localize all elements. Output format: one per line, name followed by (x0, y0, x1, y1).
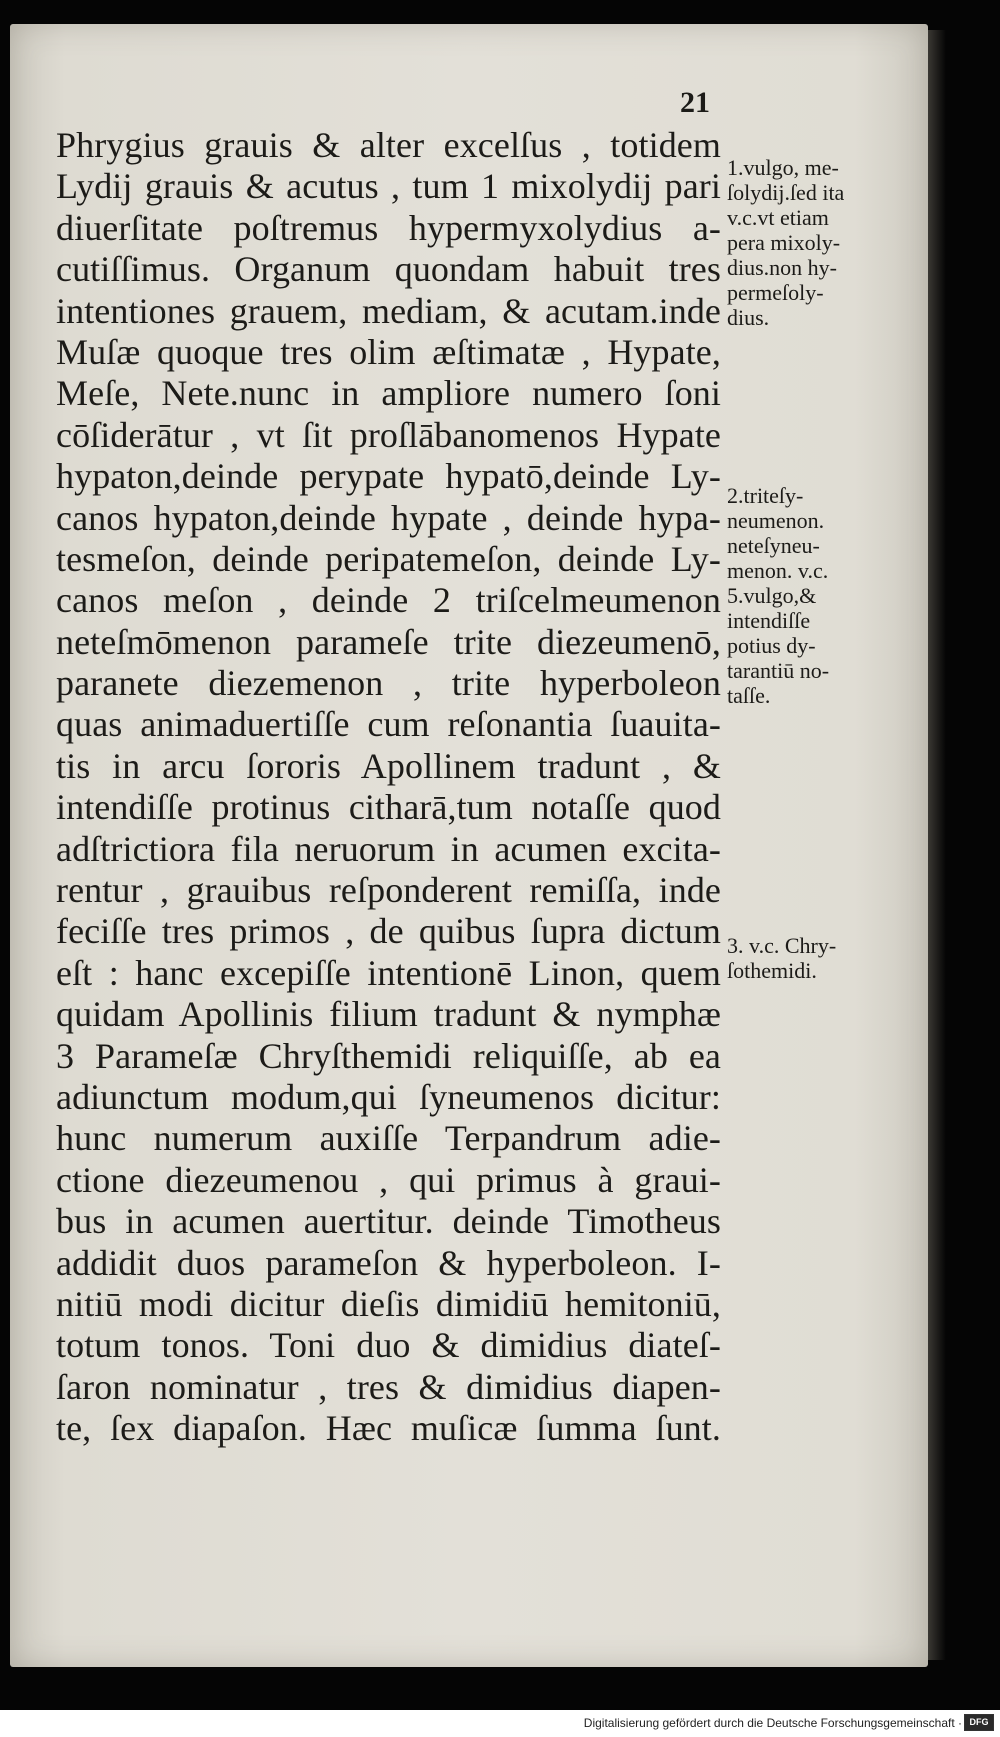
note-line: neteſyneu- (727, 533, 820, 558)
text-line: intentiones grauem, mediam, & acutam.inde (56, 290, 721, 331)
text-line: adiunctum modum,qui ſyneumenos dicitur: (56, 1076, 721, 1117)
text-line: tesmeſon, deinde peripatemeſon, deinde Ly- (56, 538, 721, 579)
note-line: v.c.vt etiam (727, 205, 829, 230)
note-line: 3. v.c. Chry- (727, 933, 837, 958)
text-line: Lydij grauis & acutus , tum 1 mixolydij pari (56, 166, 721, 207)
page-edge (928, 30, 946, 1660)
note-line: intendiſſe (727, 608, 811, 633)
text-line: cutiſſimus. Organum quondam habuit tres (56, 249, 721, 290)
dfg-logo: DFG (964, 1714, 994, 1731)
main-text-block (56, 125, 721, 1450)
text-line: Meſe, Nete.nunc in ampliore numero ſoni (56, 373, 721, 414)
text-line: canos meſon , deinde 2 triſcelmeumenon (56, 580, 721, 621)
text-line: hypaton,deinde perypate hypatō,deinde Ly- (56, 456, 721, 497)
page-number: 21 (680, 86, 710, 119)
marginal-note-2 (727, 483, 885, 708)
text-line: bus in acumen auertitur. deinde Timotheus (56, 1201, 721, 1242)
text-line: Muſæ quoque tres olim æſtimatæ , Hypate, (56, 331, 721, 372)
text-line: eſt : hanc excepiſſe intentionē Linon, quem (56, 952, 721, 993)
note-line: dius. (727, 305, 770, 330)
marginal-note-3 (727, 933, 885, 983)
text-line: paranete diezemenon , trite hyperboleon (56, 663, 721, 704)
text-line: adſtrictiora fila neruorum in acumen excita- (56, 828, 721, 869)
note-line: 1.vulgo, me- (727, 155, 839, 180)
note-line: ſolydij.ſed ita (727, 180, 845, 205)
text-line: totum tonos. Toni duo & dimidius diateſ- (56, 1325, 721, 1366)
text-line: ctione diezeumenou , qui primus à graui- (56, 1159, 721, 1200)
text-line: canos hypaton,deinde hypate , deinde hypa- (56, 497, 721, 538)
text-line: tis in arcu ſororis Apollinem tradunt , & (56, 745, 721, 786)
text-line: quidam Apollinis filium tradunt & nymphæ (56, 994, 721, 1035)
note-line: 5.vulgo,& (727, 583, 817, 608)
note-line: 2.triteſy- (727, 483, 804, 508)
text-line: 3 Parameſæ Chryſthemidi reliquiſſe, ab ea (56, 1035, 721, 1076)
text-line: feciſſe tres primos , de quibus ſupra dictum (56, 911, 721, 952)
note-line: pera mixoly- (727, 230, 841, 255)
text-line: intendiſſe protinus citharā,tum notaſſe quod (56, 787, 721, 828)
text-line: rentur , grauibus reſponderent remiſſa, inde (56, 870, 721, 911)
text-line: nitiū modi dicitur dieſis dimidiū hemitoniū, (56, 1283, 721, 1324)
text-line: hunc numerum auxiſſe Terpandrum adie- (56, 1118, 721, 1159)
funding-credit: Digitalisierung gefördert durch die Deutsche Forschungsgemeinschaft · (583, 1716, 962, 1730)
text-line: cōſiderātur , vt ſit proſlābanomenos Hypate (56, 414, 721, 455)
note-line: menon. v.c. (727, 558, 829, 583)
text-line: te, ſex diapaſon. Hæc muſicæ ſumma ſunt. (56, 1408, 721, 1449)
note-line: taſſe. (727, 683, 771, 708)
marginal-note-1 (727, 155, 885, 330)
text-line: Phrygius grauis & alter excelſus , totidem (56, 125, 721, 165)
text-line: ſaron nominatur , tres & dimidius diapen- (56, 1366, 721, 1407)
text-line: neteſmōmenon parameſe trite diezeumenō, (56, 621, 721, 662)
note-line: tarantiū no- (727, 658, 830, 683)
note-line: neumenon. (727, 508, 825, 533)
text-line: addidit duos parameſon & hyperboleon. I- (56, 1242, 721, 1283)
text-line: diuerſitate poſtremus hypermyxolydius a- (56, 207, 721, 248)
note-line: dius.non hy- (727, 255, 837, 280)
note-line: ſothemidi. (727, 958, 817, 983)
note-line: permeſoly- (727, 280, 824, 305)
note-line: potius dy- (727, 633, 816, 658)
text-line: quas animaduertiſſe cum reſonantia ſuauita- (56, 704, 721, 745)
